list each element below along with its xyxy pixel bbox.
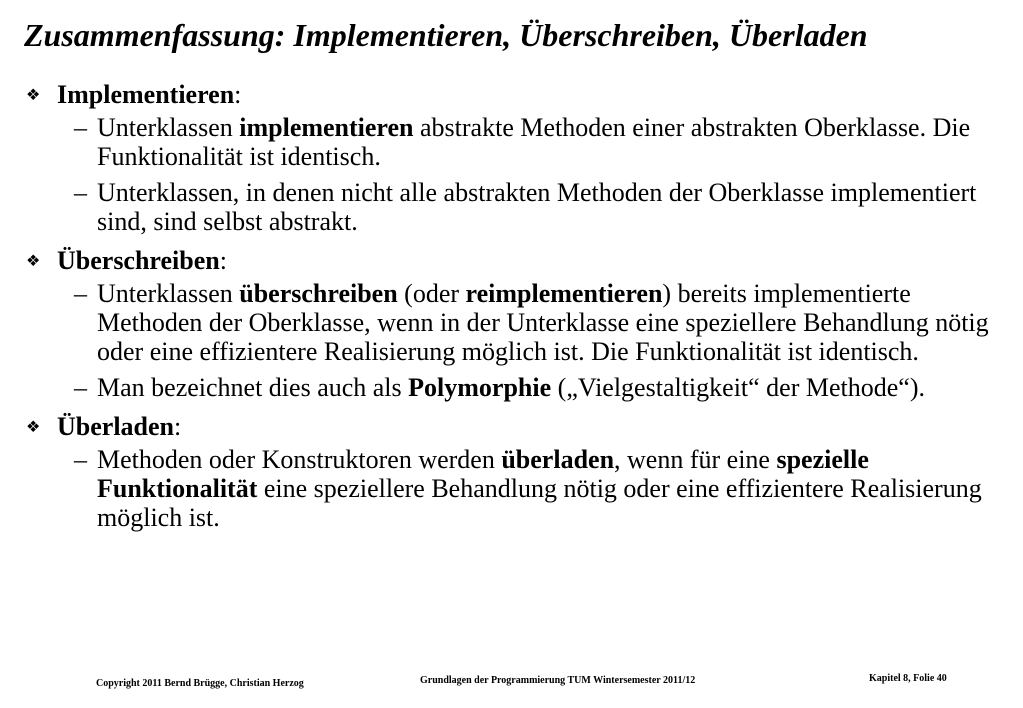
bullet-ueberladen: ❖ Überladen:	[26, 412, 182, 441]
sub-item: – Unterklassen überschreiben (oder reimplementieren) bereits implementierte Methoden der Oberklasse, wenn in der Unterklasse eine speziellere Behandlung nötig oder eine effizientere Realisierung möglich ist. Die Funktionalität ist identisch.	[74, 279, 989, 366]
bullet-implementieren: ❖ Implementieren:	[26, 80, 242, 109]
footer-copyright: Copyright 2011 Bernd Brügge, Christian Herzog	[96, 678, 304, 689]
slide-title: Zusammenfassung: Implementieren, Überschreiben, Überladen	[24, 17, 868, 53]
dash-marker: –	[74, 373, 87, 402]
bullet-heading: Überladen	[57, 412, 174, 441]
bullet-ueberschreiben: ❖ Überschreiben:	[26, 246, 227, 275]
footer-slide-number: Kapitel 8, Folie 40	[869, 673, 947, 684]
sub-item: – Methoden oder Konstruktoren werden überladen, wenn für eine spezielle Funktionalität eine speziellere Behandlung nötig oder eine effizientere Realisierung möglich ist.	[74, 445, 982, 532]
diamond-bullet-icon: ❖	[26, 87, 41, 104]
diamond-bullet-icon: ❖	[26, 253, 41, 270]
slide-content	[28, 80, 998, 539]
bullet-heading: Implementieren	[57, 80, 235, 109]
dash-marker: –	[74, 178, 87, 207]
footer-course: Grundlagen der Programmierung TUM Wintersemester 2011/12	[420, 675, 696, 686]
dash-marker: –	[74, 445, 87, 474]
sub-item: – Unterklassen, in denen nicht alle abstrakten Methoden der Oberklasse implementiert sind, sind selbst abstrakt.	[74, 178, 977, 236]
diamond-bullet-icon: ❖	[26, 419, 41, 436]
sub-item: – Unterklassen implementieren abstrakte Methoden einer abstrakten Oberklasse. Die Funktionalität ist identisch.	[74, 113, 971, 171]
sub-item: – Man bezeichnet dies auch als Polymorphie („Vielgestaltigkeit“ der Methode“).	[74, 373, 925, 402]
bullet-heading: Überschreiben	[57, 246, 220, 275]
dash-marker: –	[74, 113, 87, 142]
dash-marker: –	[74, 279, 87, 308]
